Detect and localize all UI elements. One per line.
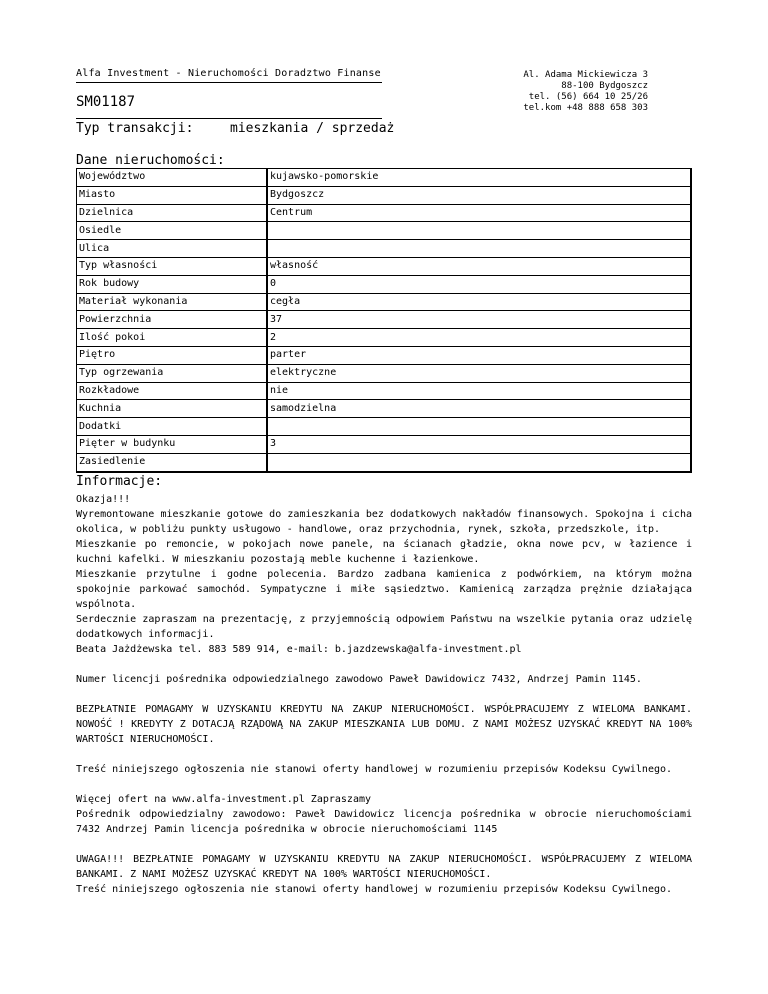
info-line: Serdecznie zapraszam na prezentację, z przyjemnością odpowiem Państwu na wszelkie pytania oraz udzielę dodatkowych informacji. <box>76 614 692 640</box>
property-key: Typ ogrzewania <box>77 364 268 382</box>
table-row <box>77 311 692 329</box>
property-value: własność <box>267 257 691 275</box>
info-line: Wyremontowane mieszkanie gotowe do zamieszkania bez dodatkowych nakładów finansowych. Spokojna i cicha okolica, w pobliżu punkty usługowo - handlowe, oraz przychodnia, rynek, szkoła, przedszkole, itp. <box>76 509 692 535</box>
property-value: 0 <box>267 275 691 293</box>
property-key: Materiał wykonania <box>77 293 268 311</box>
table-row <box>77 293 692 311</box>
disclaimer-text: Treść niniejszego ogłoszenia nie stanowi oferty handlowej w rozumieniu przepisów Kodeksu Cywilnego. <box>76 764 673 775</box>
table-row <box>77 329 692 347</box>
info-line: Okazja!!! <box>76 494 131 505</box>
code-divider <box>76 118 382 119</box>
table-row <box>77 346 692 364</box>
property-value: cegła <box>267 293 691 311</box>
table-row <box>77 400 692 418</box>
property-value: elektryczne <box>267 364 691 382</box>
table-row <box>77 204 692 222</box>
property-key: Ulica <box>77 240 268 258</box>
property-key: Piętro <box>77 346 268 364</box>
info-section-title: Informacje: <box>76 474 163 489</box>
company-address <box>523 70 648 114</box>
agent-license-text: Pośrednik odpowiedzialny zawodowo: Paweł Dawidowicz licencja pośrednika w obrocie nieruchomościami 7432 Andrzej Pamin licencja pośrednika w obrocie nieruchomościami 1145 <box>76 809 692 835</box>
property-key: Ilość pokoi <box>77 329 268 347</box>
contact-line: Beata Jażdżewska tel. 883 589 914, e-mail: b.jazdzewska@alfa-investment.pl <box>76 644 522 655</box>
table-row <box>77 186 692 204</box>
table-row <box>77 240 692 258</box>
property-value: kujawsko-pomorskie <box>267 169 691 187</box>
property-value <box>267 222 691 240</box>
disclaimer-text-2: Treść niniejszego ogłoszenia nie stanowi oferty handlowej w rozumieniu przepisów Kodeksu Cywilnego. <box>76 884 673 895</box>
address-mobile: tel.kom +48 888 658 303 <box>523 103 648 113</box>
property-section-title: Dane nieruchomości: <box>76 153 225 168</box>
property-value: 37 <box>267 311 691 329</box>
property-key: Dodatki <box>77 418 268 436</box>
property-table <box>76 168 692 473</box>
address-city: 88-100 Bydgoszcz <box>561 81 648 91</box>
property-key: Osiedle <box>77 222 268 240</box>
property-value: nie <box>267 382 691 400</box>
more-offers-text: Więcej ofert na www.alfa-investment.pl Zapraszamy <box>76 794 372 805</box>
property-value: samodzielna <box>267 400 691 418</box>
table-row <box>77 364 692 382</box>
property-key: Typ własności <box>77 257 268 275</box>
property-value: Bydgoszcz <box>267 186 691 204</box>
property-key: Rok budowy <box>77 275 268 293</box>
property-value <box>267 240 691 258</box>
property-value: Centrum <box>267 204 691 222</box>
table-row <box>77 435 692 453</box>
company-name: Alfa Investment - Nieruchomości Doradztwo Finanse <box>76 68 381 79</box>
property-key: Dzielnica <box>77 204 268 222</box>
transaction-value: mieszkania / sprzedaż <box>230 121 395 136</box>
offer-code: SM01187 <box>76 94 136 110</box>
table-row <box>77 257 692 275</box>
property-key: Rozkładowe <box>77 382 268 400</box>
property-key: Kuchnia <box>77 400 268 418</box>
property-value <box>267 418 691 436</box>
license-text: Numer licencji pośrednika odpowiedzialnego zawodowo Paweł Dawidowicz 7432, Andrzej Pamin 1145. <box>76 674 642 685</box>
table-row <box>77 453 692 471</box>
property-value: 3 <box>267 435 691 453</box>
table-row <box>77 418 692 436</box>
property-key: Zasiedlenie <box>77 453 268 471</box>
table-row <box>77 382 692 400</box>
table-row <box>77 169 692 187</box>
info-body <box>76 492 692 897</box>
property-value: parter <box>267 346 691 364</box>
table-row <box>77 222 692 240</box>
property-key: Miasto <box>77 186 268 204</box>
warning-text: UWAGA!!! BEZPŁATNIE POMAGAMY W UZYSKANIU KREDYTU NA ZAKUP NIERUCHOMOŚCI. WSPÓŁPRACUJEMY Z WIELOMA BANKAMI. Z NAMI MOŻESZ UZYSKAĆ KREDYT NA 100% WARTOŚCI NIERUCHOMOŚCI. <box>76 854 692 880</box>
address-street: Al. Adama Mickiewicza 3 <box>523 70 648 80</box>
address-phone: tel. (56) 664 10 25/26 <box>528 92 648 102</box>
info-line: Mieszkanie po remoncie, w pokojach nowe panele, na ścianach gładzie, okna nowe pcv, w łazience i kuchni kafelki. W mieszkaniu pozostają meble kuchenne i łazienkowe. <box>76 539 692 565</box>
credit-text: BEZPŁATNIE POMAGAMY W UZYSKANIU KREDYTU NA ZAKUP NIERUCHOMOŚCI. WSPÓŁPRACUJEMY Z WIELOMA BANKAMI. NOWOŚĆ ! KREDYTY Z DOTACJĄ RZĄDOWĄ NA ZAKUP MIESZKANIA LUB DOMU. Z NAMI MOŻESZ UZYSKAĆ KREDYT NA 100% WARTOŚCI NIERUCHOMOŚCI. <box>76 704 692 745</box>
property-value: 2 <box>267 329 691 347</box>
table-row <box>77 275 692 293</box>
property-key: Pięter w budynku <box>77 435 268 453</box>
property-key: Powierzchnia <box>77 311 268 329</box>
property-key: Województwo <box>77 169 268 187</box>
info-line: Mieszkanie przytulne i godne polecenia. Bardzo zadbana kamienica z podwórkiem, na którym można spokojnie parkować samochód. Sympatyczne i miłe sąsiedztwo. Kamienicą zarządza prężnie działająca wspólnota. <box>76 569 692 610</box>
transaction-label: Typ transakcji: <box>76 121 194 136</box>
header-divider <box>76 82 382 83</box>
property-value <box>267 453 691 471</box>
